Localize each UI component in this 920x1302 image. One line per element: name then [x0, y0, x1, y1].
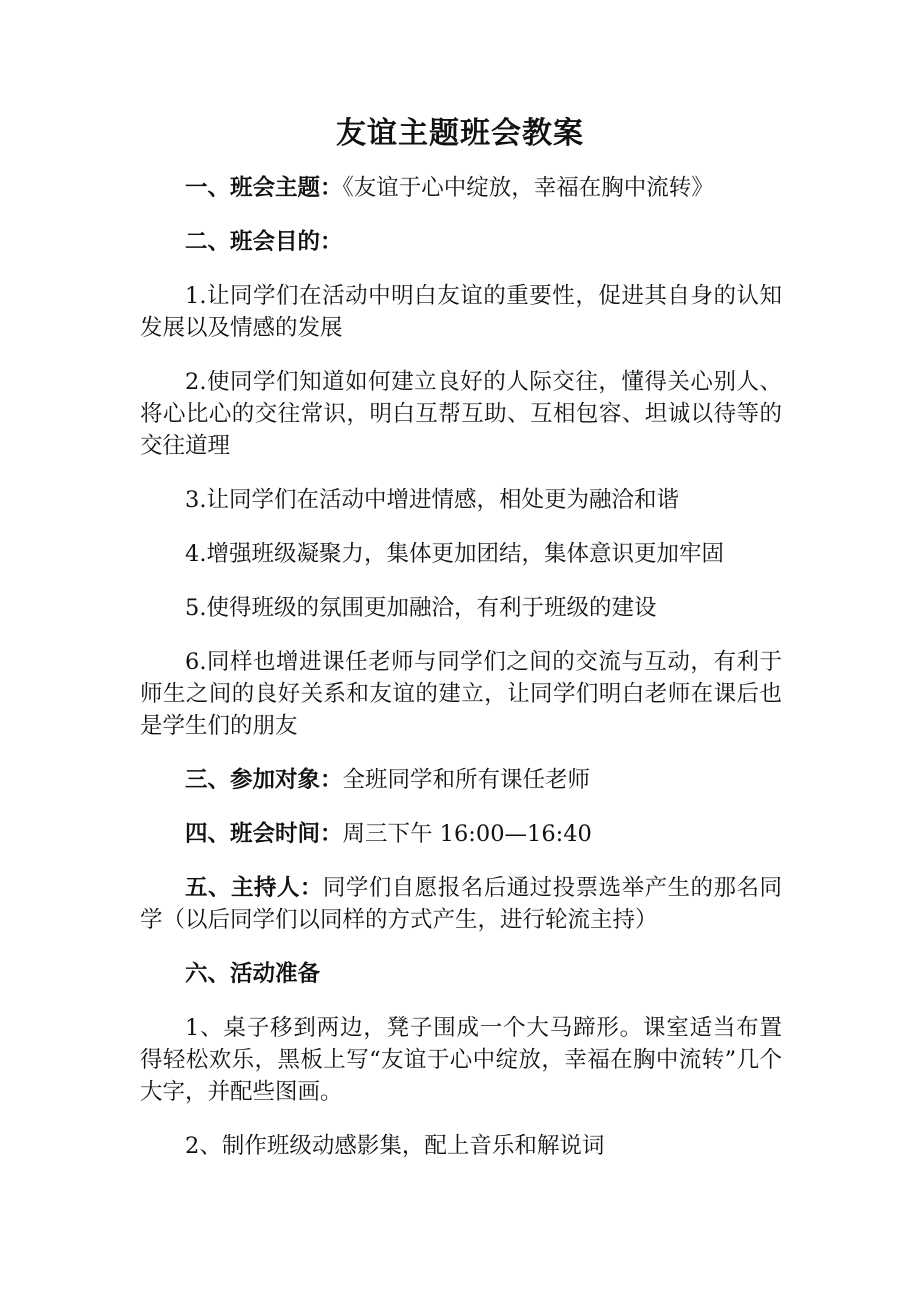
- section-participants: [140, 764, 782, 796]
- document-title: 友谊主题班会教案: [336, 116, 584, 151]
- purpose-item-1: 1.让同学们在活动中明白友谊的重要性，促进其自身的认知发展以及情感的发展: [140, 283, 782, 341]
- section-participants-label: 三、参加对象：: [185, 767, 343, 793]
- purpose-item-4: 4.增强班级凝聚力，集体更加团结，集体意识更加牢固: [185, 541, 724, 567]
- section-theme: [140, 172, 782, 204]
- purpose-item-6: 6.同样也增进课任老师与同学们之间的交流与互动，有利于师生之间的良好关系和友谊的建立，让同学们明白老师在课后也是学生们的朋友: [140, 649, 782, 739]
- section-preparation-label: 六、活动准备: [185, 961, 321, 987]
- section-time: [140, 818, 782, 850]
- section-time-text: 周三下午 16:00—16:40: [342, 821, 592, 847]
- section-purpose-label: 二、班会目的：: [185, 229, 343, 255]
- section-time-label: 四、班会时间：: [185, 821, 343, 847]
- purpose-item-5: 5.使得班级的氛围更加融洽，有利于班级的建设: [185, 595, 657, 621]
- section-theme-label: 一、班会主题：: [185, 175, 343, 201]
- section-host: [140, 872, 782, 936]
- section-host-label: 五、主持人：: [185, 875, 323, 901]
- preparation-item-1: 1、桌子移到两边，凳子围成一个大马蹄形。课室适当布置得轻松欢乐，黑板上写“友谊于心中绽放，幸福在胸中流转”几个大字，并配些图画。: [140, 1015, 782, 1105]
- section-host-text: 同学们自愿报名后通过投票选举产生的那名同学（以后同学们以同样的方式产生，进行轮流主持）: [140, 875, 782, 933]
- preparation-item-2: 2、制作班级动感影集，配上音乐和解说词: [185, 1133, 605, 1159]
- purpose-item-3: 3.让同学们在活动中增进情感，相处更为融洽和谐: [185, 487, 679, 513]
- section-theme-text: 《友谊于心中绽放，幸福在胸中流转》: [342, 175, 714, 201]
- section-purpose: [140, 226, 782, 258]
- section-participants-text: 全班同学和所有课任老师: [342, 767, 591, 793]
- purpose-item-2: 2.使同学们知道如何建立良好的人际交往，懂得关心别人、将心比心的交往常识，明白互帮互助、互相包容、坦诚以待等的交往道理: [140, 369, 782, 459]
- document-body: [140, 172, 782, 1184]
- section-preparation: [140, 958, 782, 990]
